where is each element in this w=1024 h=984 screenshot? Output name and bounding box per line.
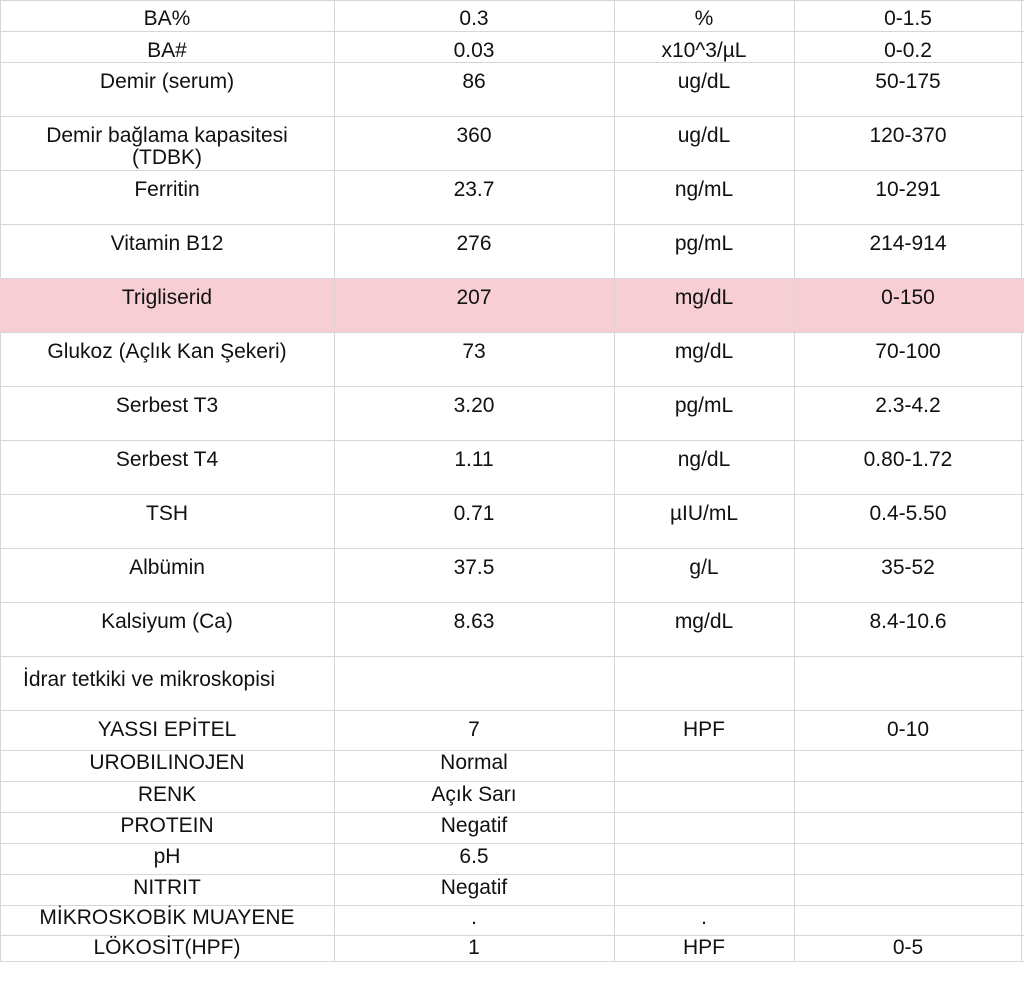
unit-cell bbox=[614, 549, 794, 602]
unit-cell bbox=[614, 171, 794, 224]
test-name-cell bbox=[0, 657, 334, 710]
test-name-cell bbox=[0, 844, 334, 874]
unit-text: ug/dL bbox=[677, 70, 731, 93]
test-name-cell bbox=[0, 936, 334, 961]
test-name-cell bbox=[0, 117, 334, 170]
table-row bbox=[0, 875, 1024, 906]
table-row bbox=[0, 387, 1024, 441]
unit-text: . bbox=[701, 906, 707, 929]
table-row bbox=[0, 936, 1024, 962]
unit-text: ng/dL bbox=[677, 448, 731, 471]
result-value-cell bbox=[334, 657, 614, 710]
reference-range-text: 0-1.5 bbox=[884, 7, 932, 30]
test-name-text: YASSI EPİTEL bbox=[97, 718, 237, 741]
unit-cell bbox=[614, 906, 794, 935]
result-value-cell bbox=[334, 813, 614, 843]
unit-cell bbox=[614, 387, 794, 440]
result-value-text: Negatif bbox=[440, 814, 508, 837]
reference-range-cell bbox=[794, 936, 1022, 961]
result-value-text: 23.7 bbox=[453, 178, 495, 201]
result-value-cell bbox=[334, 441, 614, 494]
result-value-cell bbox=[334, 32, 614, 62]
test-name-cell bbox=[0, 333, 334, 386]
reference-range-cell bbox=[794, 495, 1022, 548]
unit-text: % bbox=[694, 7, 714, 30]
table-row bbox=[0, 333, 1024, 387]
unit-text: ng/mL bbox=[674, 178, 734, 201]
reference-range-cell bbox=[794, 751, 1022, 781]
reference-range-cell bbox=[794, 875, 1022, 905]
unit-cell bbox=[614, 32, 794, 62]
unit-cell bbox=[614, 279, 794, 332]
result-value-text: Normal bbox=[440, 751, 508, 774]
reference-range-cell bbox=[794, 225, 1022, 278]
table-row bbox=[0, 711, 1024, 751]
test-name-text: Serbest T4 bbox=[115, 448, 219, 471]
result-value-text: 37.5 bbox=[453, 556, 495, 579]
reference-range-text: 50-175 bbox=[875, 70, 941, 93]
result-value-text: Negatif bbox=[440, 876, 508, 899]
test-name-cell bbox=[0, 906, 334, 935]
unit-text: pg/mL bbox=[674, 394, 734, 417]
unit-cell bbox=[614, 441, 794, 494]
reference-range-cell bbox=[794, 657, 1022, 710]
reference-range-cell bbox=[794, 441, 1022, 494]
table-row bbox=[0, 495, 1024, 549]
test-name-cell bbox=[0, 225, 334, 278]
result-value-text: 0.71 bbox=[453, 502, 495, 525]
test-name-text: BA# bbox=[147, 39, 187, 62]
test-name-text: MİKROSKOBİK MUAYENE bbox=[39, 906, 295, 929]
result-value-cell bbox=[334, 711, 614, 750]
column-divider bbox=[334, 0, 335, 962]
reference-range-cell bbox=[794, 32, 1022, 62]
result-value-text: 360 bbox=[456, 124, 492, 147]
table-row bbox=[0, 0, 1024, 32]
result-value-cell bbox=[334, 751, 614, 781]
reference-range-text: 0-5 bbox=[892, 936, 924, 959]
unit-cell bbox=[614, 117, 794, 170]
result-value-text: 3.20 bbox=[453, 394, 495, 417]
test-name-cell bbox=[0, 387, 334, 440]
column-divider bbox=[614, 0, 615, 962]
table-row bbox=[0, 32, 1024, 63]
test-name-cell bbox=[0, 171, 334, 224]
result-value-text: 0.3 bbox=[459, 7, 489, 30]
column-divider bbox=[794, 0, 795, 962]
test-name-text: pH bbox=[153, 845, 181, 868]
unit-cell bbox=[614, 0, 794, 31]
reference-range-text: 0.80-1.72 bbox=[863, 448, 953, 471]
test-name-text: Glukoz (Açlık Kan Şekeri) bbox=[47, 340, 287, 363]
reference-range-cell bbox=[794, 603, 1022, 656]
table-row bbox=[0, 549, 1024, 603]
reference-range-cell bbox=[794, 333, 1022, 386]
reference-range-cell bbox=[794, 549, 1022, 602]
unit-text: g/L bbox=[689, 556, 719, 579]
unit-cell bbox=[614, 844, 794, 874]
unit-cell bbox=[614, 711, 794, 750]
test-name-text: Kalsiyum (Ca) bbox=[101, 610, 233, 633]
result-value-text: . bbox=[471, 906, 477, 929]
result-value-cell bbox=[334, 63, 614, 116]
test-name-text: Vitamin B12 bbox=[110, 232, 224, 255]
unit-cell bbox=[614, 782, 794, 812]
result-value-text: 7 bbox=[468, 718, 480, 741]
test-name-text: TSH bbox=[146, 502, 188, 525]
table-row bbox=[0, 751, 1024, 782]
unit-text: ug/dL bbox=[677, 124, 731, 147]
reference-range-text: 120-370 bbox=[869, 124, 947, 147]
result-value-cell bbox=[334, 225, 614, 278]
unit-text: mg/dL bbox=[674, 610, 734, 633]
unit-cell bbox=[614, 751, 794, 781]
table-row bbox=[0, 603, 1024, 657]
test-name-text: Albümin bbox=[129, 556, 205, 579]
test-name-cell bbox=[0, 0, 334, 31]
reference-range-text: 10-291 bbox=[875, 178, 941, 201]
reference-range-cell bbox=[794, 387, 1022, 440]
result-value-cell bbox=[334, 495, 614, 548]
test-name-text: Serbest T3 bbox=[115, 394, 219, 417]
table-row bbox=[0, 441, 1024, 495]
result-value-cell bbox=[334, 171, 614, 224]
table-row bbox=[0, 171, 1024, 225]
unit-cell bbox=[614, 333, 794, 386]
test-name-text: UROBILINOJEN bbox=[89, 751, 245, 774]
result-value-text: 8.63 bbox=[453, 610, 495, 633]
test-name-text: Demir (serum) bbox=[99, 70, 235, 93]
unit-text: mg/dL bbox=[674, 286, 734, 309]
table-row bbox=[0, 279, 1024, 333]
unit-text: HPF bbox=[683, 936, 725, 959]
table-row bbox=[0, 117, 1024, 171]
reference-range-cell bbox=[794, 813, 1022, 843]
test-name-cell bbox=[0, 711, 334, 750]
result-value-cell bbox=[334, 0, 614, 31]
unit-cell bbox=[614, 495, 794, 548]
result-value-cell bbox=[334, 333, 614, 386]
result-value-text: 6.5 bbox=[459, 845, 489, 868]
reference-range-text: 70-100 bbox=[875, 340, 941, 363]
test-name-text: LÖKOSİT(HPF) bbox=[93, 936, 241, 959]
reference-range-text: 214-914 bbox=[869, 232, 947, 255]
result-value-text: 0.03 bbox=[453, 39, 495, 62]
test-name-cell bbox=[0, 32, 334, 62]
unit-cell bbox=[614, 603, 794, 656]
test-name-text: BA% bbox=[143, 7, 191, 30]
result-value-text: Açık Sarı bbox=[431, 783, 517, 806]
reference-range-cell bbox=[794, 171, 1022, 224]
table-row bbox=[0, 657, 1024, 711]
reference-range-text: 0.4-5.50 bbox=[869, 502, 947, 525]
reference-range-text: 0-0.2 bbox=[884, 39, 932, 62]
reference-range-cell bbox=[794, 63, 1022, 116]
unit-text: HPF bbox=[683, 718, 725, 741]
result-value-cell bbox=[334, 387, 614, 440]
result-value-cell bbox=[334, 279, 614, 332]
unit-cell bbox=[614, 936, 794, 961]
test-name-cell bbox=[0, 63, 334, 116]
test-name-text: Trigliserid bbox=[121, 286, 213, 309]
reference-range-cell bbox=[794, 279, 1022, 332]
table-row bbox=[0, 813, 1024, 844]
reference-range-cell bbox=[794, 906, 1022, 935]
test-name-cell bbox=[0, 603, 334, 656]
result-value-text: 276 bbox=[456, 232, 492, 255]
result-value-cell bbox=[334, 549, 614, 602]
test-name-cell bbox=[0, 549, 334, 602]
test-name-cell bbox=[0, 875, 334, 905]
unit-cell bbox=[614, 225, 794, 278]
result-value-cell bbox=[334, 782, 614, 812]
reference-range-cell bbox=[794, 117, 1022, 170]
test-name-cell bbox=[0, 279, 334, 332]
test-name-text: PROTEIN bbox=[120, 814, 214, 837]
table-row bbox=[0, 63, 1024, 117]
reference-range-text: 2.3-4.2 bbox=[875, 394, 941, 417]
table-row bbox=[0, 906, 1024, 936]
reference-range-text: 35-52 bbox=[881, 556, 935, 579]
unit-cell bbox=[614, 813, 794, 843]
test-name-cell bbox=[0, 751, 334, 781]
test-name-text: NITRIT bbox=[133, 876, 201, 899]
test-name-cell bbox=[0, 813, 334, 843]
reference-range-text: 8.4-10.6 bbox=[869, 610, 947, 633]
unit-cell bbox=[614, 63, 794, 116]
result-value-text: 1.11 bbox=[454, 448, 494, 471]
unit-text: µIU/mL bbox=[669, 502, 739, 525]
test-name-text: Demir bağlama kapasitesi (TDBK) bbox=[46, 124, 288, 169]
test-name-text: İdrar tetkiki ve mikroskopisi bbox=[23, 668, 276, 691]
result-value-cell bbox=[334, 603, 614, 656]
result-value-cell bbox=[334, 906, 614, 935]
test-name-cell bbox=[0, 782, 334, 812]
unit-cell bbox=[614, 875, 794, 905]
result-value-cell bbox=[334, 117, 614, 170]
result-value-cell bbox=[334, 875, 614, 905]
unit-cell bbox=[614, 657, 794, 710]
result-value-cell bbox=[334, 936, 614, 961]
test-name-text: RENK bbox=[137, 783, 197, 806]
table-row bbox=[0, 844, 1024, 875]
reference-range-cell bbox=[794, 711, 1022, 750]
reference-range-cell bbox=[794, 0, 1022, 31]
table-row bbox=[0, 782, 1024, 813]
reference-range-text: 0-150 bbox=[881, 286, 935, 309]
test-name-cell bbox=[0, 495, 334, 548]
unit-text: pg/mL bbox=[674, 232, 734, 255]
test-name-text: Ferritin bbox=[134, 178, 200, 201]
result-value-text: 1 bbox=[468, 936, 480, 959]
reference-range-cell bbox=[794, 844, 1022, 874]
table-row bbox=[0, 225, 1024, 279]
unit-text: x10^3/µL bbox=[661, 39, 747, 62]
unit-text: mg/dL bbox=[674, 340, 734, 363]
result-value-text: 86 bbox=[462, 70, 486, 93]
result-value-cell bbox=[334, 844, 614, 874]
result-value-text: 207 bbox=[456, 286, 492, 309]
test-name-cell bbox=[0, 441, 334, 494]
reference-range-cell bbox=[794, 782, 1022, 812]
reference-range-text: 0-10 bbox=[886, 718, 930, 741]
result-value-text: 73 bbox=[462, 340, 486, 363]
